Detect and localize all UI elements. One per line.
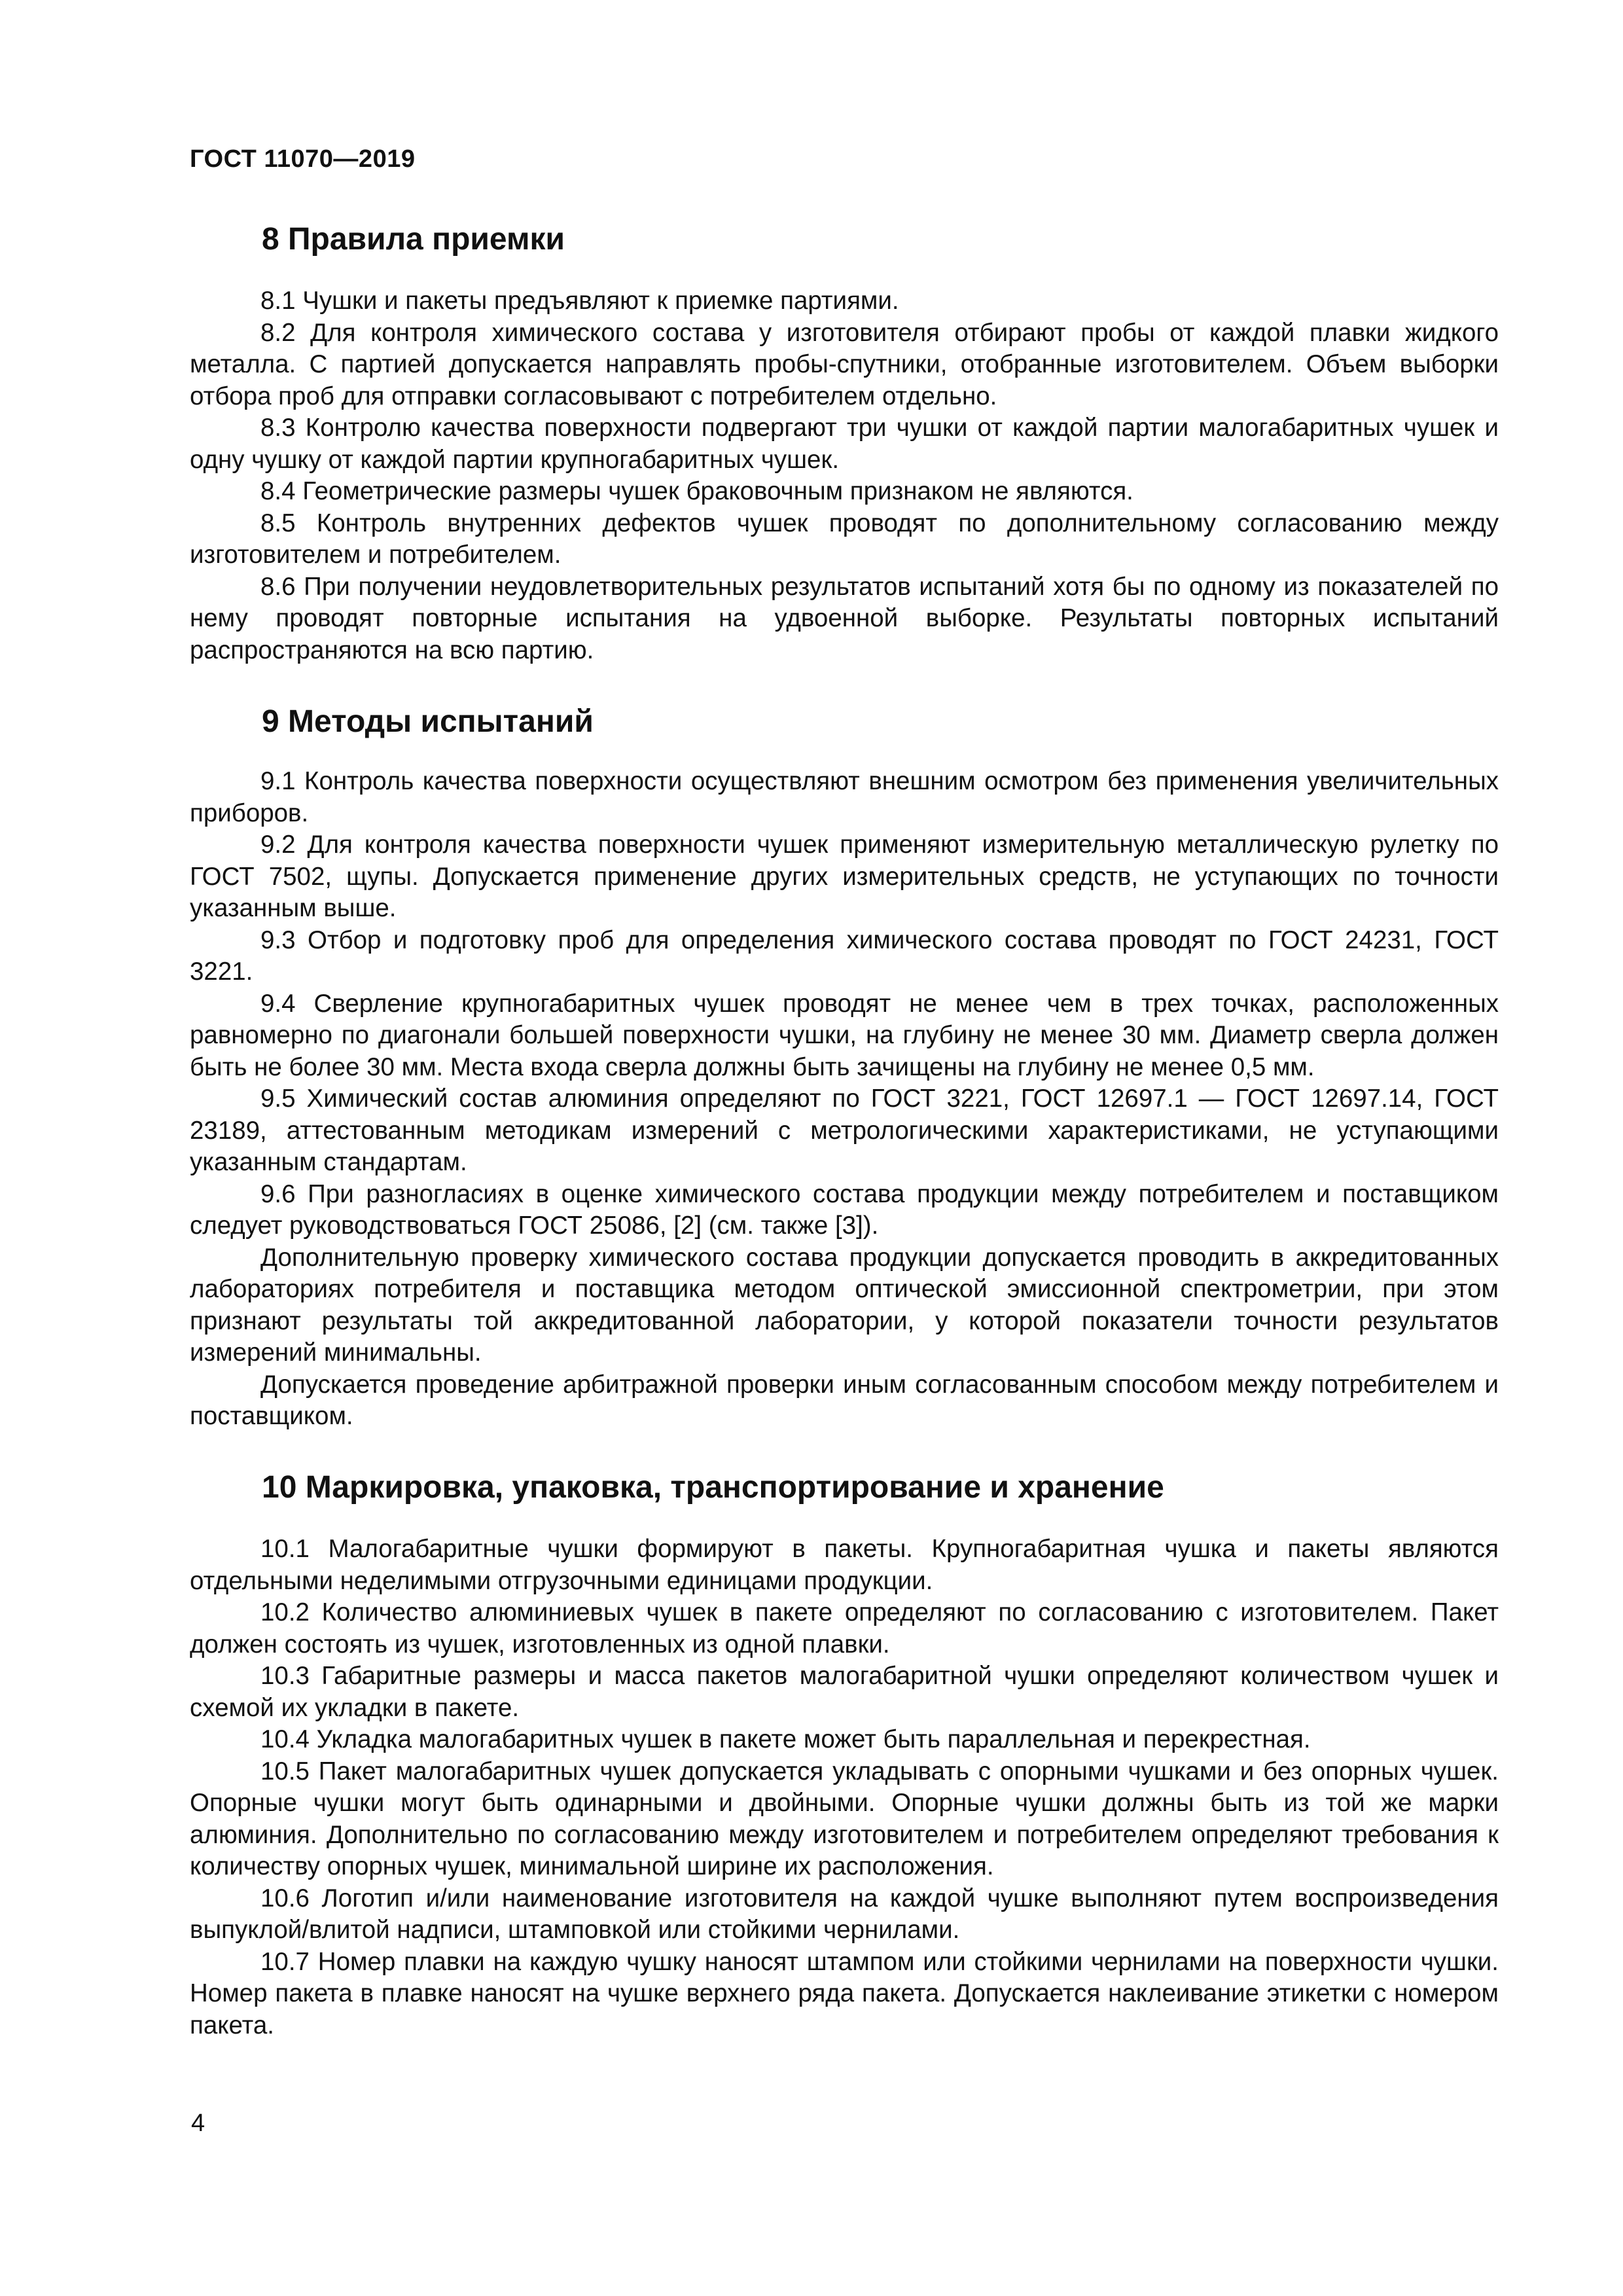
paragraph-8-3: 8.3 Контролю качества поверхности подвергают три чушки от каждой партии малогабаритных чушек и одну чушку от каждой партии крупногабаритных чушек.: [190, 414, 1499, 474]
paragraph-9-5: 9.5 Химический состав алюминия определяют по ГОСТ 3221, ГОСТ 12697.1 — ГОСТ 12697.14, ГОСТ 23189, аттестованным методикам измерений с метрологическими характеристиками, не уступающими указанным стандартам.: [190, 1085, 1499, 1176]
paragraph-9-3: 9.3 Отбор и подготовку проб для определения химического состава проводят по ГОСТ 24231, ГОСТ 3221.: [190, 925, 1499, 986]
paragraph-9-4: 9.4 Сверление крупногабаритных чушек проводят не менее чем в трех точках, расположенных равномерно по диагонали большей поверхности чушки, на глубину не менее 30 мм. Диаметр сверла должен быть не более 30 мм. Места входа сверла должны быть зачищены на глубину не менее 0,5 мм.: [190, 989, 1499, 1081]
section-10-title: 10 Маркировка, упаковка, транспортирование и хранение: [262, 1470, 1164, 1505]
document-header: ГОСТ 11070—2019: [190, 145, 416, 173]
section-9-title: 9 Методы испытаний: [262, 704, 594, 739]
paragraph-10-6: 10.6 Логотип и/или наименование изготовителя на каждой чушке выполняют путем воспроизведения выпуклой/влитой надписи, штамповкой или стойкими чернилами.: [190, 1884, 1499, 1944]
section-8-body: [190, 285, 1499, 666]
paragraph-8-5: 8.5 Контроль внутренних дефектов чушек проводят по дополнительному согласованию между изготовителем и потребителем.: [190, 509, 1499, 569]
paragraph-9-2: 9.2 Для контроля качества поверхности чушек применяют измерительную металлическую рулетку по ГОСТ 7502, щупы. Допускается применение других измерительных средств, не уступающих по точности указанным выше.: [190, 831, 1499, 922]
paragraph-9-6-addendum: Дополнительную проверку химического состава продукции допускается проводить в аккредитованных лабораториях потребителя и поставщика методом оптической эмиссионной спектрометрии, при этом признают результаты той аккредитованной лаборатории, у которой показатели точности результатов измерений минимальны.: [190, 1243, 1499, 1367]
paragraph-9-6: 9.6 При разногласиях в оценке химического состава продукции между потребителем и поставщиком следует руководствоваться ГОСТ 25086, [2] (см. также [3]).: [190, 1179, 1499, 1240]
paragraph-8-6: 8.6 При получении неудовлетворительных результатов испытаний хотя бы по одному из показателей по нему проводят повторные испытания на удвоенной выборке. Результаты повторных испытаний распространяются на всю партию.: [190, 572, 1499, 664]
paragraph-10-1: 10.1 Малогабаритные чушки формируют в пакеты. Крупногабаритная чушка и пакеты являются отдельными неделимыми отгрузочными единицами продукции.: [190, 1535, 1499, 1595]
page-number: 4: [191, 2109, 205, 2137]
paragraph-10-5: 10.5 Пакет малогабаритных чушек допускается укладывать с опорными чушками и без опорных чушек. Опорные чушки могут быть одинарными и двойными. Опорные чушки должны быть из той же марки алюминия. Дополнительно по согласованию между изготовителем и потребителем определяют требования к количеству опорных чушек, минимальной ширине их расположения.: [190, 1757, 1499, 1880]
paragraph-8-1: 8.1 Чушки и пакеты предъявляют к приемке партиями.: [260, 287, 899, 315]
paragraph-8-4: 8.4 Геометрические размеры чушек браковочным признаком не являются.: [260, 477, 1133, 505]
paragraph-10-4: 10.4 Укладка малогабаритных чушек в пакете может быть параллельная и перекрестная.: [260, 1725, 1311, 1753]
section-8-title: 8 Правила приемки: [262, 222, 565, 257]
paragraph-9-6-arbitration: Допускается проведение арбитражной проверки иным согласованным способом между потребителем и поставщиком.: [190, 1370, 1499, 1430]
paragraph-10-3: 10.3 Габаритные размеры и масса пакетов малогабаритной чушки определяют количеством чушек и схемой их укладки в пакете.: [190, 1662, 1499, 1722]
paragraph-10-7: 10.7 Номер плавки на каждую чушку наносят штампом или стойкими чернилами на поверхности чушки. Номер пакета в плавке наносят на чушке верхнего ряда пакета. Допускается наклеивание этикетки с номером пакета.: [190, 1947, 1499, 2039]
paragraph-10-2: 10.2 Количество алюминиевых чушек в пакете определяют по согласованию с изготовителем. Пакет должен состоять из чушек, изготовленных из одной плавки.: [190, 1598, 1499, 1659]
paragraph-8-2: 8.2 Для контроля химического состава у изготовителя отбирают пробы от каждой плавки жидкого металла. С партией допускается направлять пробы-спутники, отобранные изготовителем. Объем выборки отбора проб для отправки согласовывают с потребителем отдельно.: [190, 318, 1499, 410]
paragraph-9-1: 9.1 Контроль качества поверхности осуществляют внешним осмотром без применения увеличительных приборов.: [190, 767, 1499, 827]
section-9-body: [190, 766, 1499, 1433]
section-10-body: [190, 1534, 1499, 2041]
